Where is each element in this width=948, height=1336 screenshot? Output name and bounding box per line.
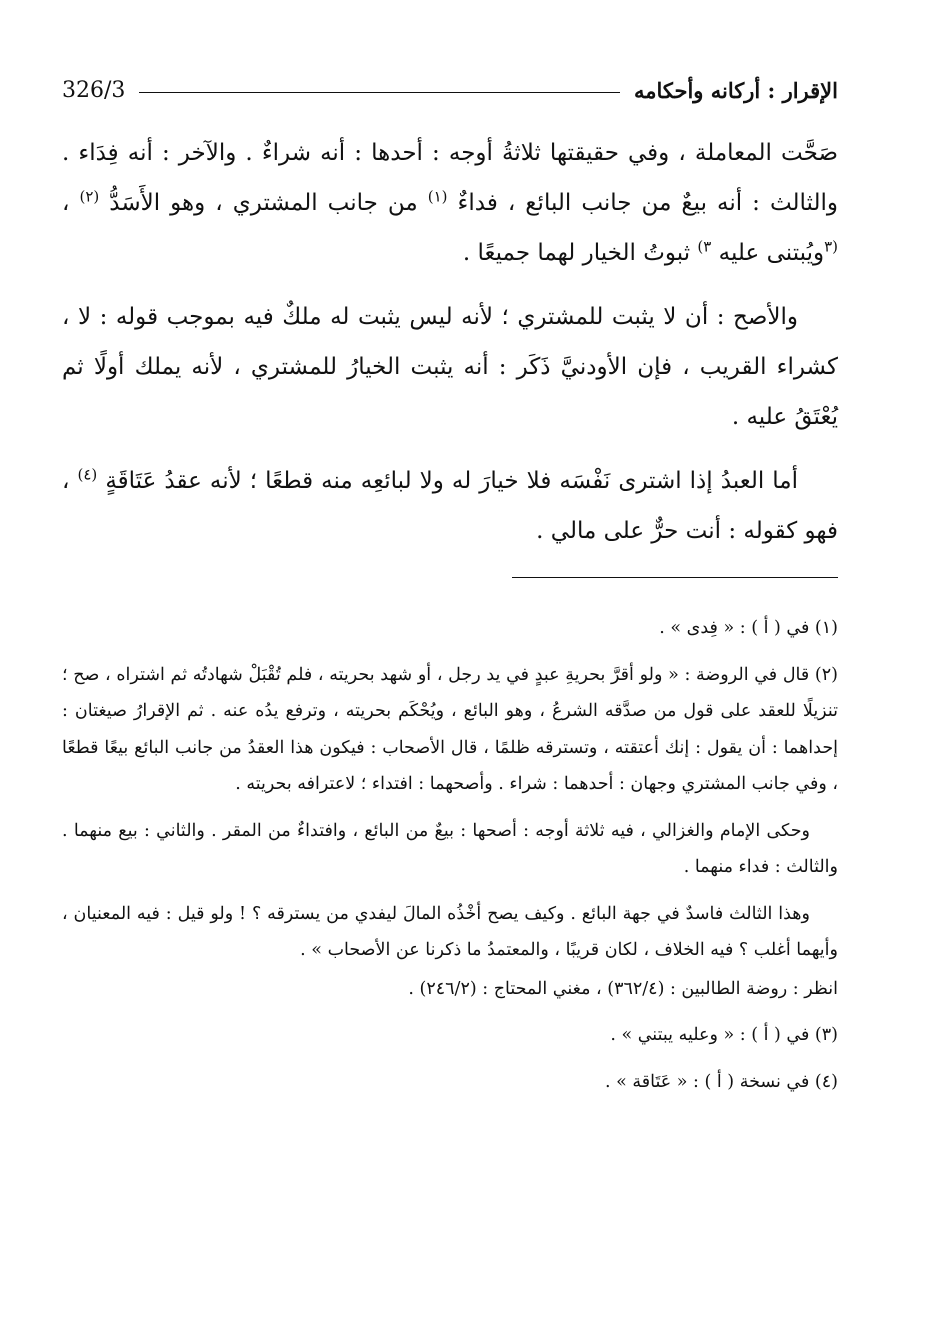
- footnote-4: (٤) في نسخة ( أ ) : « عَتَاقة » .: [605, 1071, 838, 1092]
- page-number: 326/3: [62, 77, 126, 103]
- paragraph-3-text-b: ، فهو كقوله : أنت حرٌّ على مالي .: [62, 468, 838, 544]
- paragraph-1-text-b: من جانب المشتري ، وهو الأَسَدُّ: [109, 190, 418, 216]
- footnote-ref-3-open: (٣: [824, 237, 838, 256]
- footnotes: [62, 610, 838, 1110]
- paragraph-3: [62, 456, 838, 556]
- footnote-2-continuation-1: وحكى الإمام والغزالي ، فيه ثلاثة أوجه : أصحها : بيعٌ من البائع ، وافتداءٌ من المقر . والثاني : بيع منهما . والثالث : فداء منهما .: [62, 820, 838, 877]
- footnote-ref-4: (٤): [77, 465, 98, 484]
- footnote-2: (٢) قال في الروضة : « ولو أقرَّ بحريةِ عبدٍ في يد رجل ، أو شهد بحريته ، فلم تُقْبَلْ شهادتُه ثم اشتراه ، صح ؛ تنزيلًا للعقد على قول من صدَّقه الشرعُ ، وهو البائع ، ويُحْكَم بحريته ، وترفع يدُه عنه . ثم الإقرارُ صيغتان : إحداهما : أن يقول : إنك أعتقته ، وتسترقه ظلمًا ، قال الأصحاب : فيكون هذا العقدُ من جانب البائع بيعًا قطعًا ، وفي جانب المشتري وجهان : أحدهما : شراء . وأصحهما : افتداء ؛ لاعترافه بحريته .: [62, 664, 839, 794]
- header-rule: [139, 92, 620, 93]
- footnote-ref-2: (٢): [79, 187, 100, 206]
- paragraph-2: والأصح : أن لا يثبت للمشتري ؛ لأنه ليس يثبت له ملكٌ فيه بموجب قوله : لا ، كشراء القريب ، فإن الأودنيَّ ذَكَر : أنه يثبت الخيارُ للمشتري ، لأنه يملك أولًا ثم يُعْتَقُ عليه .: [62, 304, 838, 430]
- footnote-1: (١) في ( أ ) : « فِدى » .: [659, 618, 838, 638]
- paragraph-1-text-d: ويُبتنى عليه: [718, 240, 825, 266]
- paragraph-1-text-c: ،: [62, 190, 70, 216]
- footnote-3: (٣) في ( أ ) : « وعليه يبتني » .: [610, 1025, 838, 1045]
- footnote-ref-1: (١): [427, 187, 448, 206]
- footnote-2-reference: انظر : روضة الطالبين : (٣٦٢/٤) ، مغني المحتاج : (٢٤٦/٢) .: [408, 978, 838, 999]
- footnote-separator: [512, 577, 838, 578]
- footnote-ref-3-close: ٣): [697, 237, 712, 256]
- running-title: الإقرار : أركانه وأحكامه: [633, 77, 838, 103]
- page-header: [62, 72, 838, 108]
- paragraph-1-text-e: ثبوتُ الخيار لهما جميعًا .: [462, 240, 691, 266]
- footnote-2-continuation-2: وهذا الثالث فاسدٌ في جهة البائع . وكيف يصح أخْذُه المالَ ليفدي من يسترقه ؟ ! ولو قيل : فيه المعنيان ، وأيهما أغلب ؟ فيه الخلاف ، لكان قريبًا ، والمعتمدُ ما ذكرنا عن الأصحاب » .: [62, 903, 838, 960]
- main-text: [62, 128, 838, 570]
- paragraph-1-text-a: صَحَّت المعاملة ، وفي حقيقتها ثلاثةُ أوجه : أحدها : أنه شراءٌ . والآخر : أنه فِدَاء . والثالث : أنه بيعٌ من جانب البائع ، فداءٌ: [62, 140, 838, 216]
- paragraph-1: [62, 128, 838, 278]
- paragraph-3-text-a: أما العبدُ إذا اشترى نَفْسَه فلا خيارَ له ولا لبائعِه منه قطعًا ؛ لأنه عقدُ عَتَاقَةٍ: [105, 468, 799, 494]
